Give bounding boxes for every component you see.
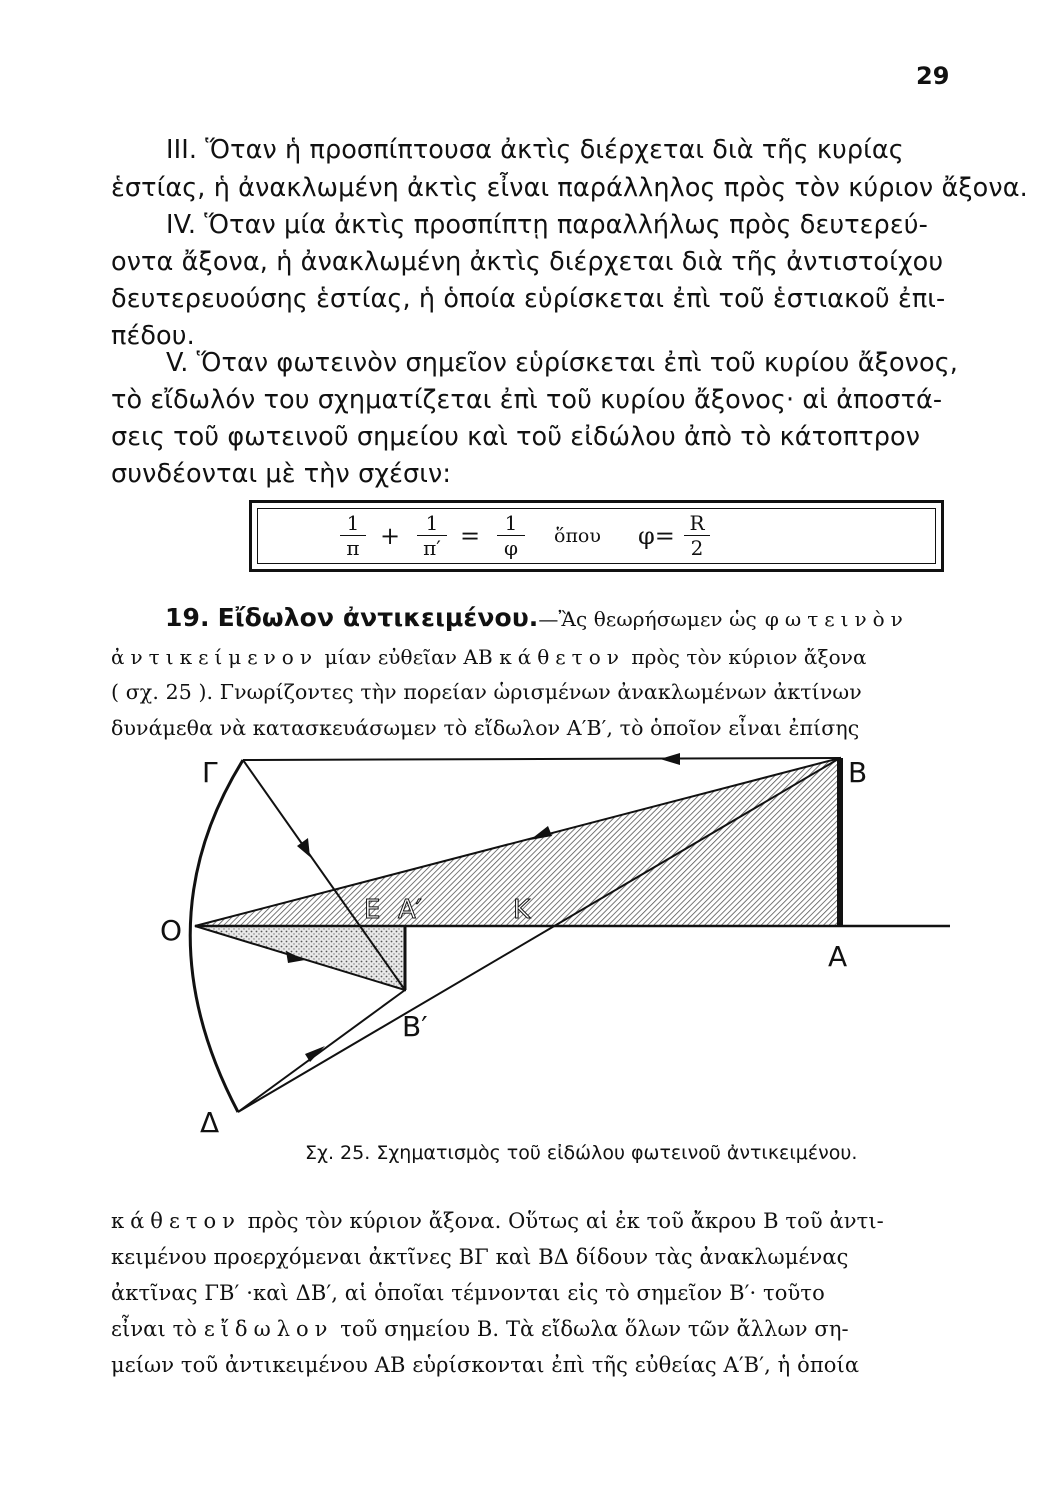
fraction-numerator: 1 [340,511,366,536]
spaced-word: κάθετον [111,1209,241,1233]
para4-line-3: δευτερευούσης ἑστίας, ἡ ὁποία εὑρίσκεται ἐπὶ τοῦ ἑστιακοῦ ἐπι- [111,284,946,314]
para4-line-4: πέδου. [111,321,195,351]
label-a-prime: A′ [398,895,422,925]
arrow-icon [660,753,680,765]
arrow-icon [305,1046,325,1062]
section-text: μίαν εὐθεῖαν ΑΒ [324,645,493,669]
ray-delta-b-prime [238,990,405,1112]
spaced-word: εἴδωλον [203,1317,334,1341]
para5-line-4: συνδέονται μὲ τὴν σχέσιν: [111,459,452,489]
body-text: πρὸς τὸν κύριον ἄξονα. Οὕτως αἱ ἐκ τοῦ ἄκρου Β τοῦ ἀντι- [247,1209,884,1233]
fraction-numerator: 1 [417,511,447,536]
section-text: —Ἂς θεωρήσωμεν ὡς [538,607,757,631]
label-o: O [160,914,183,947]
label-b: B [848,756,868,789]
para5-line-2: τὸ εἴδωλόν του σχηματίζεται ἐπὶ τοῦ κυρίου ἄξονος· αἱ ἀποστά- [111,385,943,415]
label-gamma: Γ [202,756,218,789]
section-text: πρὸς τὸν κύριον ἄξονα [631,645,867,669]
section-19-line-3: ( σχ. 25 ). Γνωρίζοντες τὴν πορείαν ὡρισμένων ἀνακλωμένων ἀκτίνων [111,680,862,704]
para4-line-1: IV. Ὅταν μία ἀκτὶς προσπίπτῃ παραλλήλως πρὸς δευτερεύ- [166,210,928,240]
fraction-denominator: π [346,536,360,560]
after-line-3: ἀκτῖνας ΓΒ′ ·καὶ ΔΒ′, αἱ ὁποῖαι τέμνονται εἰς τὸ σημεῖον Β′· τοῦτο [111,1281,825,1305]
section-19-line-4: δυνάμεθα νὰ κατασκευάσωμεν τὸ εἴδωλον Α′Β′, τὸ ὁποῖον εἶναι ἐπίσης [111,716,860,740]
after-line-2: κειμένου προερχόμεναι ἀκτῖνες ΒΓ καὶ ΒΔ δίδουν τὰς ἀνακλωμένας [111,1245,849,1269]
section-number: 19. [165,603,210,632]
para5-line-3: σεις τοῦ φωτεινοῦ σημείου καὶ τοῦ εἰδώλου ἀπὸ τὸ κάτοπτρον [111,422,921,452]
body-text: εἶναι τὸ [111,1317,198,1341]
fraction-denominator: 2 [690,536,704,560]
body-text: τοῦ σημείου Β. Τὰ εἴδωλα ὅλων τῶν ἄλλων ση- [340,1317,849,1341]
spaced-word: φωτεινὸν [764,607,909,631]
after-line-5: μείων τοῦ ἀντικειμένου ΑΒ εὑρίσκονται ἐπὶ τῆς εὐθείας Α′Β′, ἡ ὁποία [111,1353,860,1377]
label-a: A [828,940,848,973]
fraction-denominator: π′ [423,536,441,560]
plus-sign: + [380,522,401,550]
spaced-word: κάθετον [499,645,625,669]
equals-sign: = [460,522,481,550]
after-line-1 [111,1209,884,1233]
phi-equals: φ= [638,522,675,550]
fraction-numerator: 1 [497,511,525,536]
para5-line-1: V. Ὅταν φωτεινὸν σημεῖον εὑρίσκεται ἐπὶ τοῦ κυρίου ἄξονος, [166,348,958,378]
label-b-prime: B′ [402,1010,428,1043]
label-e: E [364,895,381,925]
label-delta: Δ [200,1106,220,1139]
after-line-4 [111,1317,849,1341]
fraction-numerator: R [684,511,710,536]
opou-word: ὅπου [554,525,601,547]
figure-caption: Σχ. 25. Σχηματισμὸς τοῦ εἰδώλου φωτεινοῦ ἀντικειμένου. [305,1142,858,1164]
spaced-word: ἀντικείμενον [111,645,318,669]
page-number: 29 [916,62,950,90]
label-k: K [513,895,531,925]
para3-line-2: ἑστίας, ἡ ἀνακλωμένη ἀκτὶς εἶναι παράλληλος πρὸς τὸν κύριον ἄξονα. [111,173,1028,203]
fraction-denominator: φ [503,536,518,560]
para3-line-1: III. Ὅταν ἡ προσπίπτουσα ἀκτὶς διέρχεται διὰ τῆς κυρίας [166,135,904,165]
section-heading: Εἴδωλον ἀντικειμένου. [217,603,539,632]
para4-line-2: οντα ἄξονα, ἡ ἀνακλωμένη ἀκτὶς διέρχεται διὰ τῆς ἀντιστοίχου [111,247,944,277]
ray-b-gamma [243,758,840,760]
